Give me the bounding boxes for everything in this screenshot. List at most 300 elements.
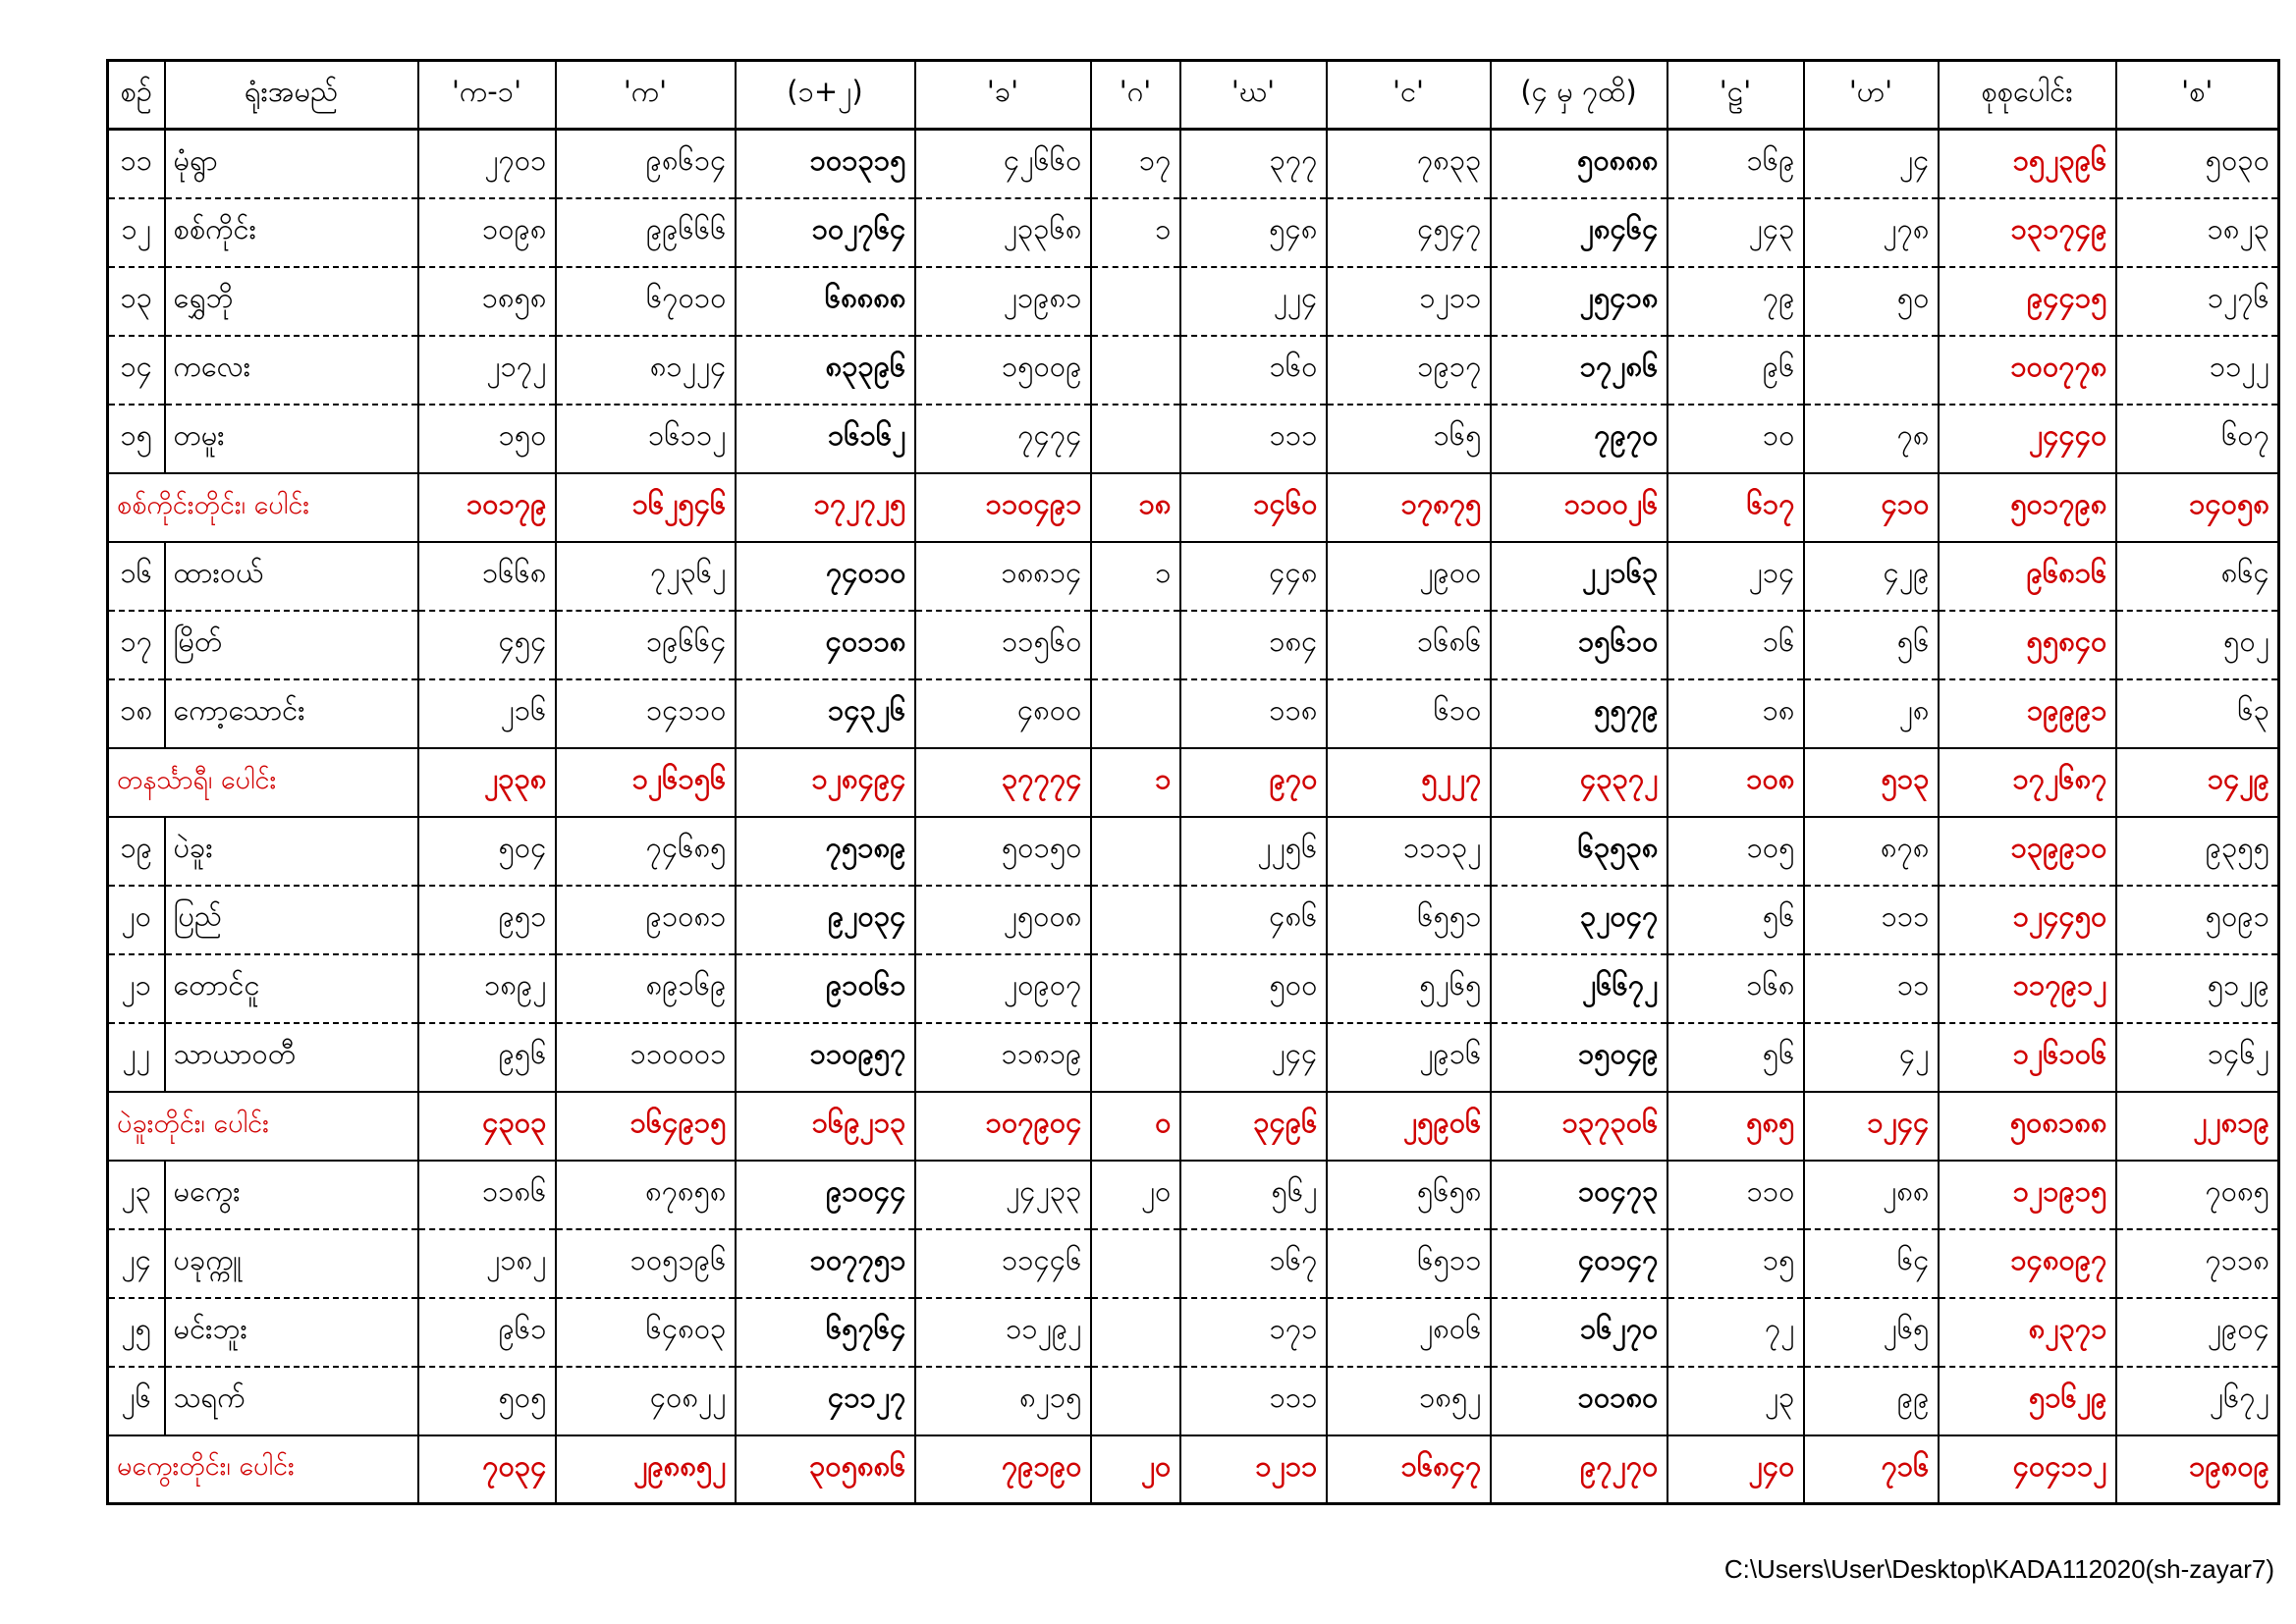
cell-col-la: ၁၆၈: [1667, 954, 1804, 1023]
cell-col-la: ၁၅: [1667, 1229, 1804, 1298]
cell-col-sa: ၆၀၇: [2116, 405, 2279, 473]
cell-col-la: ၅၆: [1667, 886, 1804, 954]
cell-col-sa: ၅၀၂: [2116, 611, 2279, 679]
cell-col-ga: [1091, 954, 1180, 1023]
cell-col-ga: [1091, 1298, 1180, 1367]
cell-col-ka: ၉၁၀၈၁: [556, 886, 736, 954]
cell-col-1plus2: ၈၃၃၉၆: [736, 336, 915, 405]
cell-office-name: ပြည်: [165, 886, 418, 954]
table-row: [108, 886, 2279, 954]
table-row: [108, 817, 2279, 886]
subtotal-col-ha: ၅၁၃: [1804, 748, 1939, 817]
cell-col-nga: ၁၆၈၆: [1327, 611, 1491, 679]
cell-col-ka: ၆၇၀၁၀: [556, 267, 736, 336]
table-row: [108, 679, 2279, 748]
cell-office-name: ကော့သောင်း: [165, 679, 418, 748]
header-col-4to7: (၄ မှ ၇ထိ): [1491, 61, 1667, 130]
cell-serial: ၁၉: [108, 817, 165, 886]
subtotal-col-ga: ၁၈: [1091, 473, 1180, 542]
cell-col-kha: ၁၅၀၀၉: [915, 336, 1091, 405]
cell-col-ka1: ၁၆၆၈: [418, 542, 556, 611]
table-row: [108, 954, 2279, 1023]
cell-col-nga: ၇၈၃၃: [1327, 130, 1491, 198]
subtotal-col-nga: ၁၆၈၄၇: [1327, 1435, 1491, 1504]
cell-col-4to7: ၂၂၁၆၃: [1491, 542, 1667, 611]
header-col-ka: 'က': [556, 61, 736, 130]
cell-col-total: ၁၁၇၉၁၂: [1939, 954, 2116, 1023]
subtotal-col-ga: ၀: [1091, 1092, 1180, 1161]
file-path-footer: C:\Users\User\Desktop\KADA112020(sh-zayar7): [1723, 1554, 2274, 1584]
subtotal-col-ga: ၂၀: [1091, 1435, 1180, 1504]
cell-col-ka: ၈၇၈၅၈: [556, 1161, 736, 1229]
cell-col-sa: ၆၃: [2116, 679, 2279, 748]
cell-col-ga: [1091, 1367, 1180, 1435]
subtotal-col-ka1: ၂၃၃၈: [418, 748, 556, 817]
cell-col-ha: ၇၈: [1804, 405, 1939, 473]
subtotal-col-kha: ၁၀၇၉၀၄: [915, 1092, 1091, 1161]
cell-serial: ၁၈: [108, 679, 165, 748]
cell-col-sa: ၇၀၈၅: [2116, 1161, 2279, 1229]
cell-col-sa: ၇၁၁၈: [2116, 1229, 2279, 1298]
cell-col-la: ၇၂: [1667, 1298, 1804, 1367]
cell-col-kha: ၅၀၁၅၀: [915, 817, 1091, 886]
cell-col-la: ၂၄၃: [1667, 198, 1804, 267]
subtotal-col-ka: ၁၆၂၅၄၆: [556, 473, 736, 542]
cell-col-ha: ၂၈၈: [1804, 1161, 1939, 1229]
subtotal-label: တနင်္သာရီ၊ ပေါင်း: [108, 748, 418, 817]
cell-col-4to7: ၅၀၈၈၈: [1491, 130, 1667, 198]
subtotal-row: [108, 1092, 2279, 1161]
cell-col-nga: ၁၆၅: [1327, 405, 1491, 473]
cell-serial: ၂၂: [108, 1023, 165, 1092]
table-row: [108, 542, 2279, 611]
subtotal-col-la: ၂၄၀: [1667, 1435, 1804, 1504]
cell-col-ka1: ၉၆၁: [418, 1298, 556, 1367]
cell-col-ha: ၁၁: [1804, 954, 1939, 1023]
cell-col-1plus2: ၉၁၀၆၁: [736, 954, 915, 1023]
cell-col-total: ၁၅၂၃၉၆: [1939, 130, 2116, 198]
cell-col-ga: [1091, 1229, 1180, 1298]
header-col-ha: 'ဟ': [1804, 61, 1939, 130]
cell-col-ka1: ၉၅၁: [418, 886, 556, 954]
subtotal-col-ka1: ၇၀၃၄: [418, 1435, 556, 1504]
cell-col-1plus2: ၁၀၁၃၁၅: [736, 130, 915, 198]
cell-col-ka: ၉၈၆၁၄: [556, 130, 736, 198]
cell-col-ha: ၂၇၈: [1804, 198, 1939, 267]
header-col-ga: 'ဂ': [1091, 61, 1180, 130]
table-row: [108, 1161, 2279, 1229]
subtotal-col-la: ၁၀၈: [1667, 748, 1804, 817]
cell-serial: ၁၃: [108, 267, 165, 336]
cell-col-1plus2: ၇၄၀၁၀: [736, 542, 915, 611]
cell-col-ha: ၉၉: [1804, 1367, 1939, 1435]
cell-col-la: ၁၈: [1667, 679, 1804, 748]
header-row: [108, 61, 2279, 130]
cell-col-ha: ၂၆၅: [1804, 1298, 1939, 1367]
cell-col-ha: ၄၂: [1804, 1023, 1939, 1092]
cell-col-nga: ၆၅၅၁: [1327, 886, 1491, 954]
cell-col-gha: ၁၁၁: [1180, 405, 1327, 473]
cell-col-ka: ၁၉၆၆၄: [556, 611, 736, 679]
cell-office-name: ရွှေဘို: [165, 267, 418, 336]
cell-col-4to7: ၂၈၄၆၄: [1491, 198, 1667, 267]
cell-col-ka: ၁၄၁၁၀: [556, 679, 736, 748]
subtotal-col-kha: ၃၇၇၇၄: [915, 748, 1091, 817]
cell-col-total: ၉၄၄၁၅: [1939, 267, 2116, 336]
cell-col-1plus2: ၉၁၀၄၄: [736, 1161, 915, 1229]
cell-col-1plus2: ၁၄၃၂၆: [736, 679, 915, 748]
header-col-nga: 'င': [1327, 61, 1491, 130]
cell-col-nga: ၁၈၅၂: [1327, 1367, 1491, 1435]
cell-office-name: ကလေး: [165, 336, 418, 405]
cell-col-total: ၁၉၉၉၁: [1939, 679, 2116, 748]
cell-office-name: စစ်ကိုင်း: [165, 198, 418, 267]
cell-col-kha: ၁၁၅၆၀: [915, 611, 1091, 679]
subtotal-row: [108, 1435, 2279, 1504]
cell-col-gha: ၄၈၆: [1180, 886, 1327, 954]
cell-col-total: ၉၆၈၁၆: [1939, 542, 2116, 611]
subtotal-col-ha: ၇၁၆: [1804, 1435, 1939, 1504]
cell-col-ha: [1804, 336, 1939, 405]
cell-col-nga: ၂၉၁၆: [1327, 1023, 1491, 1092]
cell-col-nga: ၁၂၁၁: [1327, 267, 1491, 336]
cell-col-1plus2: ၆၈၈၈၈: [736, 267, 915, 336]
cell-col-ka1: ၉၅၆: [418, 1023, 556, 1092]
cell-col-4to7: ၆၃၅၃၈: [1491, 817, 1667, 886]
header-office-name: ရုံးအမည်: [165, 61, 418, 130]
cell-col-ka1: ၁၅၀: [418, 405, 556, 473]
subtotal-col-la: ၆၁၇: [1667, 473, 1804, 542]
subtotal-col-total: ၅၀၁၇၉၈: [1939, 473, 2116, 542]
subtotal-row: [108, 473, 2279, 542]
cell-col-ka: ၇၄၆၈၅: [556, 817, 736, 886]
cell-office-name: မုံရွာ: [165, 130, 418, 198]
subtotal-col-ka1: ၄၃၀၃: [418, 1092, 556, 1161]
cell-col-sa: ၅၀၉၁: [2116, 886, 2279, 954]
cell-col-sa: ၁၁၂၂: [2116, 336, 2279, 405]
cell-office-name: ထားဝယ်: [165, 542, 418, 611]
cell-serial: ၁၇: [108, 611, 165, 679]
header-col-ka1: 'က-၁': [418, 61, 556, 130]
cell-col-ka: ၁၀၅၁၉၆: [556, 1229, 736, 1298]
cell-col-la: ၂၁၄: [1667, 542, 1804, 611]
cell-col-ga: [1091, 405, 1180, 473]
cell-col-nga: ၂၉၀၀: [1327, 542, 1491, 611]
cell-col-kha: ၂၁၉၈၁: [915, 267, 1091, 336]
cell-col-ka1: ၅၀၄: [418, 817, 556, 886]
table-row: [108, 1298, 2279, 1367]
cell-col-1plus2: ၁၀၇၇၅၁: [736, 1229, 915, 1298]
subtotal-col-4to7: ၁၁၀၀၂၆: [1491, 473, 1667, 542]
cell-office-name: သရက်: [165, 1367, 418, 1435]
cell-serial: ၁၁: [108, 130, 165, 198]
cell-office-name: ပဲခူး: [165, 817, 418, 886]
cell-col-nga: ၆၁၀: [1327, 679, 1491, 748]
subtotal-col-total: ၅၀၈၁၈၈: [1939, 1092, 2116, 1161]
subtotal-col-1plus2: ၁၂၈၄၉၄: [736, 748, 915, 817]
subtotal-col-la: ၅၈၅: [1667, 1092, 1804, 1161]
subtotal-col-sa: ၁၉၈၀၉: [2116, 1435, 2279, 1504]
subtotal-col-gha: ၉၇၀: [1180, 748, 1327, 817]
cell-col-total: ၁၃၁၇၄၉: [1939, 198, 2116, 267]
header-col-sa: 'စ': [2116, 61, 2279, 130]
cell-col-4to7: ၅၅၇၉: [1491, 679, 1667, 748]
subtotal-col-sa: ၁၄၂၉: [2116, 748, 2279, 817]
cell-col-sa: ၁၂၇၆: [2116, 267, 2279, 336]
subtotal-col-sa: ၁၄၀၅၈: [2116, 473, 2279, 542]
cell-col-1plus2: ၁၁၀၉၅၇: [736, 1023, 915, 1092]
cell-col-total: ၅၁၆၂၉: [1939, 1367, 2116, 1435]
cell-col-ka: ၄၀၈၂၂: [556, 1367, 736, 1435]
cell-col-1plus2: ၁၆၁၆၂: [736, 405, 915, 473]
cell-office-name: တမူး: [165, 405, 418, 473]
cell-col-gha: ၁၆၇: [1180, 1229, 1327, 1298]
cell-col-total: ၅၅၈၄၀: [1939, 611, 2116, 679]
cell-col-sa: ၅၁၂၉: [2116, 954, 2279, 1023]
cell-serial: ၁၅: [108, 405, 165, 473]
cell-col-nga: ၁၁၁၃၂: [1327, 817, 1491, 886]
cell-office-name: ပခုက္ကူ: [165, 1229, 418, 1298]
subtotal-label: ပဲခူးတိုင်း၊ ပေါင်း: [108, 1092, 418, 1161]
subtotal-col-1plus2: ၁၆၉၂၁၃: [736, 1092, 915, 1161]
cell-col-ha: ၂၈: [1804, 679, 1939, 748]
cell-col-total: ၁၂၆၁၀၆: [1939, 1023, 2116, 1092]
subtotal-col-nga: ၁၇၈၇၅: [1327, 473, 1491, 542]
cell-col-kha: ၂၃၃၆၈: [915, 198, 1091, 267]
cell-col-total: ၁၀၀၇၇၈: [1939, 336, 2116, 405]
cell-col-ka1: ၂၁၈၂: [418, 1229, 556, 1298]
subtotal-col-ka: ၁၆၄၉၁၅: [556, 1092, 736, 1161]
cell-col-ga: ၁၇: [1091, 130, 1180, 198]
subtotal-col-nga: ၂၅၉၀၆: [1327, 1092, 1491, 1161]
cell-col-4to7: ၁၀၄၇၃: [1491, 1161, 1667, 1229]
cell-col-gha: ၂၂၄: [1180, 267, 1327, 336]
cell-col-nga: ၂၈၀၆: [1327, 1298, 1491, 1367]
cell-col-ga: [1091, 886, 1180, 954]
cell-col-total: ၈၂၃၇၁: [1939, 1298, 2116, 1367]
cell-col-la: ၁၆၉: [1667, 130, 1804, 198]
subtotal-col-ha: ၁၂၄၄: [1804, 1092, 1939, 1161]
subtotal-col-total: ၁၇၂၆၈၇: [1939, 748, 2116, 817]
header-col-total: စုစုပေါင်း: [1939, 61, 2116, 130]
header-col-gha: 'ဃ': [1180, 61, 1327, 130]
cell-col-ga: [1091, 336, 1180, 405]
table-row: [108, 405, 2279, 473]
table-row: [108, 611, 2279, 679]
subtotal-row: [108, 748, 2279, 817]
cell-col-1plus2: ၁၀၂၇၆၄: [736, 198, 915, 267]
subtotal-col-total: ၄၀၄၁၁၂: [1939, 1435, 2116, 1504]
cell-col-gha: ၅၆၂: [1180, 1161, 1327, 1229]
cell-col-nga: ၆၅၁၁: [1327, 1229, 1491, 1298]
cell-col-ka1: ၁၈၅၈: [418, 267, 556, 336]
cell-col-4to7: ၂၅၄၁၈: [1491, 267, 1667, 336]
cell-col-sa: ၉၃၅၅: [2116, 817, 2279, 886]
cell-col-ha: ၂၄: [1804, 130, 1939, 198]
cell-office-name: မကွေး: [165, 1161, 418, 1229]
subtotal-label: စစ်ကိုင်းတိုင်း၊ ပေါင်း: [108, 473, 418, 542]
cell-col-ka1: ၅၀၅: [418, 1367, 556, 1435]
table-row: [108, 130, 2279, 198]
subtotal-col-nga: ၅၂၂၇: [1327, 748, 1491, 817]
cell-col-ga: [1091, 679, 1180, 748]
subtotal-label: မကွေးတိုင်း၊ ပေါင်း: [108, 1435, 418, 1504]
report-sheet: [106, 59, 2280, 1505]
cell-col-ga: ၁: [1091, 198, 1180, 267]
cell-col-gha: ၁၆၀: [1180, 336, 1327, 405]
cell-col-total: ၂၄၄၄၀: [1939, 405, 2116, 473]
cell-col-kha: ၁၁၂၉၂: [915, 1298, 1091, 1367]
cell-col-gha: ၁၇၁: [1180, 1298, 1327, 1367]
cell-col-ha: ၄၂၉: [1804, 542, 1939, 611]
cell-col-la: ၁၁၀: [1667, 1161, 1804, 1229]
subtotal-col-gha: ၃၄၉၆: [1180, 1092, 1327, 1161]
header-serial: စဉ်: [108, 61, 165, 130]
cell-col-kha: ၄၈၀၀: [915, 679, 1091, 748]
cell-col-kha: ၂၅၀၀၈: [915, 886, 1091, 954]
cell-col-ka: ၈၉၁၆၉: [556, 954, 736, 1023]
cell-col-la: ၂၃: [1667, 1367, 1804, 1435]
cell-col-ka1: ၂၁၆: [418, 679, 556, 748]
table-row: [108, 336, 2279, 405]
cell-col-sa: ၁၈၂၃: [2116, 198, 2279, 267]
cell-col-1plus2: ၄၁၁၂၇: [736, 1367, 915, 1435]
cell-col-kha: ၂၀၉၀၇: [915, 954, 1091, 1023]
cell-col-la: ၁၆: [1667, 611, 1804, 679]
cell-col-ka1: ၁၀၉၈: [418, 198, 556, 267]
subtotal-col-ka: ၁၂၆၁၅၆: [556, 748, 736, 817]
cell-col-ka: ၇၂၃၆၂: [556, 542, 736, 611]
cell-col-la: ၁၀၅: [1667, 817, 1804, 886]
cell-col-sa: ၂၉၀၄: [2116, 1298, 2279, 1367]
cell-col-gha: ၅၀၀: [1180, 954, 1327, 1023]
cell-col-nga: ၁၉၁၇: [1327, 336, 1491, 405]
cell-serial: ၂၄: [108, 1229, 165, 1298]
cell-col-ga: [1091, 817, 1180, 886]
cell-col-4to7: ၁၅၀၄၉: [1491, 1023, 1667, 1092]
subtotal-col-gha: ၁၄၆၀: [1180, 473, 1327, 542]
header-col-kha: 'ခ': [915, 61, 1091, 130]
subtotal-col-4to7: ၉၇၂၇၀: [1491, 1435, 1667, 1504]
cell-col-ka1: ၄၅၄: [418, 611, 556, 679]
cell-col-gha: ၁၁၈: [1180, 679, 1327, 748]
cell-serial: ၁၄: [108, 336, 165, 405]
cell-col-total: ၁၃၉၉၁၀: [1939, 817, 2116, 886]
cell-col-gha: ၂၂၅၆: [1180, 817, 1327, 886]
cell-serial: ၂၃: [108, 1161, 165, 1229]
cell-col-ka1: ၁၁၈၆: [418, 1161, 556, 1229]
cell-col-sa: ၁၄၆၂: [2116, 1023, 2279, 1092]
cell-col-sa: ၂၆၇၂: [2116, 1367, 2279, 1435]
cell-col-kha: ၁၈၈၁၄: [915, 542, 1091, 611]
cell-col-kha: ၂၄၂၃၃: [915, 1161, 1091, 1229]
subtotal-col-4to7: ၄၃၃၇၂: [1491, 748, 1667, 817]
cell-serial: ၂၀: [108, 886, 165, 954]
cell-col-sa: ၅၀၃၀: [2116, 130, 2279, 198]
cell-col-ha: ၅၀: [1804, 267, 1939, 336]
cell-col-kha: ၈၂၁၅: [915, 1367, 1091, 1435]
cell-col-ka: ၁၆၁၁၂: [556, 405, 736, 473]
table-row: [108, 1367, 2279, 1435]
cell-serial: ၂၅: [108, 1298, 165, 1367]
cell-col-4to7: ၁၇၂၈၆: [1491, 336, 1667, 405]
table-row: [108, 267, 2279, 336]
cell-col-la: ၇၉: [1667, 267, 1804, 336]
cell-col-gha: ၂၄၄: [1180, 1023, 1327, 1092]
cell-col-ka1: ၁၈၉၂: [418, 954, 556, 1023]
cell-col-ga: [1091, 611, 1180, 679]
subtotal-col-ga: ၁: [1091, 748, 1180, 817]
cell-col-ha: ၁၁၁: [1804, 886, 1939, 954]
cell-col-gha: ၅၄၈: [1180, 198, 1327, 267]
cell-office-name: မင်းဘူး: [165, 1298, 418, 1367]
cell-col-total: ၁၄၈၀၉၇: [1939, 1229, 2116, 1298]
cell-col-ha: ၈၇၈: [1804, 817, 1939, 886]
cell-col-4to7: ၇၉၇၀: [1491, 405, 1667, 473]
cell-col-gha: ၁၈၄: [1180, 611, 1327, 679]
cell-col-sa: ၈၆၄: [2116, 542, 2279, 611]
cell-office-name: တောင်ငူ: [165, 954, 418, 1023]
cell-col-ha: ၆၄: [1804, 1229, 1939, 1298]
cell-col-kha: ၄၂၆၆၀: [915, 130, 1091, 198]
cell-col-ka: ၆၄၈၀၃: [556, 1298, 736, 1367]
cell-col-1plus2: ၆၅၇၆၄: [736, 1298, 915, 1367]
subtotal-col-gha: ၁၂၁၁: [1180, 1435, 1327, 1504]
cell-col-la: ၅၆: [1667, 1023, 1804, 1092]
cell-col-ka: ၉၉၆၆၆: [556, 198, 736, 267]
header-col-la: 'ဠ': [1667, 61, 1804, 130]
cell-col-nga: ၅၂၆၅: [1327, 954, 1491, 1023]
subtotal-col-1plus2: ၁၇၂၇၂၅: [736, 473, 915, 542]
cell-col-nga: ၄၅၄၇: [1327, 198, 1491, 267]
table-body: [108, 130, 2279, 1504]
cell-col-total: ၁၂၁၉၁၅: [1939, 1161, 2116, 1229]
cell-col-gha: ၃၇၇: [1180, 130, 1327, 198]
cell-serial: ၁၂: [108, 198, 165, 267]
subtotal-col-ka1: ၁၀၁၇၉: [418, 473, 556, 542]
cell-col-gha: ၄၄၈: [1180, 542, 1327, 611]
cell-col-4to7: ၁၀၁၈၀: [1491, 1367, 1667, 1435]
cell-col-1plus2: ၉၂၀၃၄: [736, 886, 915, 954]
cell-col-kha: ၁၁၄၄၆: [915, 1229, 1091, 1298]
cell-office-name: မြိတ်: [165, 611, 418, 679]
tally-table: [106, 59, 2280, 1505]
cell-col-ha: ၅၆: [1804, 611, 1939, 679]
cell-col-4to7: ၁၅၆၁၀: [1491, 611, 1667, 679]
cell-col-1plus2: ၄၀၁၁၈: [736, 611, 915, 679]
cell-col-ga: ၂၀: [1091, 1161, 1180, 1229]
cell-col-1plus2: ၇၅၁၈၉: [736, 817, 915, 886]
cell-col-ka: ၈၁၂၂၄: [556, 336, 736, 405]
subtotal-col-kha: ၁၁၀၄၉၁: [915, 473, 1091, 542]
cell-col-4to7: ၃၂၀၄၇: [1491, 886, 1667, 954]
cell-serial: ၂၆: [108, 1367, 165, 1435]
cell-col-4to7: ၂၆၆၇၂: [1491, 954, 1667, 1023]
subtotal-col-ha: ၄၁၀: [1804, 473, 1939, 542]
cell-col-ga: [1091, 267, 1180, 336]
table-row: [108, 1229, 2279, 1298]
table-row: [108, 1023, 2279, 1092]
cell-serial: ၁၆: [108, 542, 165, 611]
cell-col-ga: [1091, 1023, 1180, 1092]
subtotal-col-kha: ၇၉၁၉၀: [915, 1435, 1091, 1504]
cell-col-nga: ၅၆၅၈: [1327, 1161, 1491, 1229]
subtotal-col-sa: ၂၂၈၁၉: [2116, 1092, 2279, 1161]
cell-col-la: ၁၀: [1667, 405, 1804, 473]
subtotal-col-ka: ၂၉၈၈၅၂: [556, 1435, 736, 1504]
cell-col-4to7: ၄၀၁၄၇: [1491, 1229, 1667, 1298]
cell-col-ka1: ၂၇၀၁: [418, 130, 556, 198]
